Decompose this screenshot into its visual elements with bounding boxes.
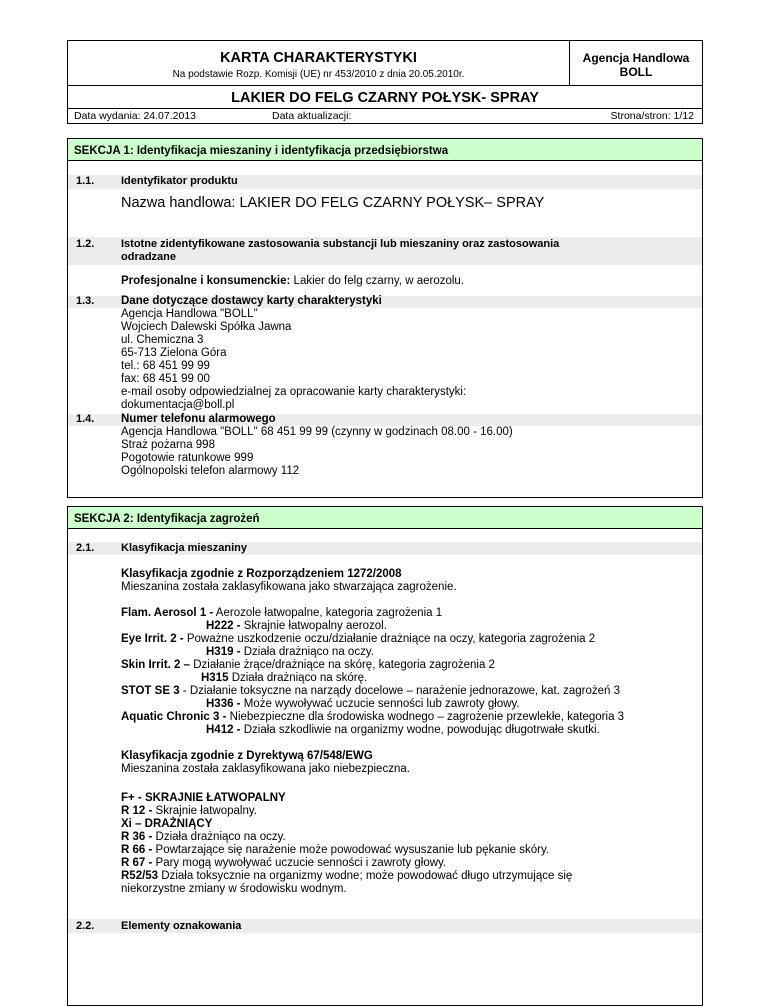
supplier-line: Agencja Handlowa "BOLL" <box>121 308 258 320</box>
risk-phrase-text: Działa toksycznie na organizmy wodne; może powodować długo utrzymujące się <box>158 870 573 882</box>
dsd-heading: Klasyfikacja zgodnie z Dyrektywą 67/548/EWG <box>121 750 373 762</box>
clp-entry <box>201 672 367 684</box>
section-1-2-number: 1.2. <box>76 238 95 250</box>
clp-entry <box>121 711 624 723</box>
regulation-subtitle: Na podstawie Rozp. Komisji (UE) nr 453/2010 z dnia 20.05.2010r. <box>172 69 465 80</box>
emergency-line: Agencja Handlowa "BOLL" 68 451 99 99 (czynny w godzinach 08.00 - 16.00) <box>121 426 513 438</box>
hazard-class-code: Aquatic Chronic 3 - <box>121 711 227 723</box>
section-1 <box>67 138 703 498</box>
use-description <box>121 275 464 287</box>
product-title: LAKIER DO FELG CZARNY POŁYSK- SPRAY <box>231 90 539 106</box>
clp-entry <box>206 646 374 658</box>
clp-entry <box>121 685 620 697</box>
dates-row <box>68 108 702 125</box>
clp-heading: Klasyfikacja zgodnie z Rozporządzeniem 1272/2008 <box>121 568 402 580</box>
company-name-line2: BOLL <box>619 65 653 79</box>
product-title-row <box>68 85 702 109</box>
supplier-phone: tel.: 68 451 99 99 <box>121 360 210 372</box>
hazard-statement-code: H336 - <box>206 698 241 710</box>
hazard-class-code: Skin Irrit. 2 – <box>121 659 191 671</box>
company-cell <box>569 41 703 85</box>
clp-entry <box>206 724 600 736</box>
emergency-line: Pogotowie ratunkowe 999 <box>121 452 254 464</box>
hazard-statement-text: Może wywoływać uczucie senności lub zawroty głowy. <box>240 698 520 710</box>
use-label: Profesjonalne i konsumenckie: <box>121 275 291 287</box>
clp-entry <box>121 659 495 671</box>
section-1-1-label: Identyfikator produktu <box>121 175 238 187</box>
supplier-line: e-mail osoby odpowiedzialnej za opracowanie karty charakterystyki: <box>121 386 467 398</box>
supplier-line: ul. Chemiczna 3 <box>121 334 204 346</box>
supplier-line: 65-713 Zielona Góra <box>121 347 227 359</box>
page-number: Strona/stron: 1/12 <box>610 110 694 122</box>
hazard-statement-text: Działa drażniąco na oczy. <box>240 646 374 658</box>
section-1-2-label-line1: Istotne zidentyfikowane zastosowania substancji lub mieszaniny oraz zastosowania <box>121 238 560 250</box>
dsd-entry <box>121 805 257 817</box>
section-1-4-number: 1.4. <box>76 413 95 425</box>
dsd-entry <box>121 831 286 843</box>
risk-phrase-text: Działa drażniąco na oczy. <box>152 831 286 843</box>
section-1-1-number: 1.1. <box>76 175 95 187</box>
risk-phrase-code: R 67 - <box>121 857 153 869</box>
dsd-entry <box>121 857 446 869</box>
update-date: Data aktualizacji: <box>272 110 352 122</box>
risk-phrase-text: Pary mogą wywoływać uczucie senności i zawroty głowy. <box>152 857 447 869</box>
hazard-class-text: Poważne uszkodzenie oczu/działanie drażniące na oczy, kategoria zagrożenia 2 <box>183 633 596 645</box>
section-2-2-number: 2.2. <box>76 920 95 932</box>
hazard-statement-code: H222 - <box>206 620 241 632</box>
issue-date: Data wydania: 24.07.2013 <box>74 110 197 122</box>
dsd-entry <box>121 844 549 856</box>
dsd-entry <box>121 792 286 804</box>
clp-entry <box>206 698 520 710</box>
company-name-line1: Agencja Handlowa <box>582 51 690 65</box>
emergency-line: Ogólnopolski telefon alarmowy 112 <box>121 465 300 477</box>
section-2-2-label: Elementy oznakowania <box>121 920 242 932</box>
section-1-title: SEKCJA 1: Identyfikacja mieszaniny i identyfikacja przedsiębiorstwa <box>68 139 702 161</box>
hazard-class-text: Niebezpieczne dla środowiska wodnego – zagrożenie przewlekłe, kategoria 3 <box>226 711 625 723</box>
section-2 <box>67 506 703 1006</box>
section-1-3-number: 1.3. <box>76 295 95 307</box>
hazard-class-code: STOT SE 3 <box>121 685 180 697</box>
supplier-line: Wojciech Dalewski Spółka Jawna <box>121 321 292 333</box>
clp-entry <box>206 620 387 632</box>
risk-phrase-text: Powtarzające się narażenie może powodować wysuszanie lub pękanie skóry. <box>152 844 550 856</box>
use-text: Lakier do felg czarny, w aerozolu. <box>290 275 465 287</box>
hazard-class-code: Flam. Aerosol 1 - <box>121 607 214 619</box>
emergency-line: Straż pożarna 998 <box>121 439 215 451</box>
section-1-2-label-line2: odradzane <box>121 251 177 263</box>
hazard-statement-text: Działa drażniąco na skórę. <box>228 672 368 684</box>
section-2-1-label: Klasyfikacja mieszaniny <box>121 542 247 554</box>
risk-phrase-code: R 12 - <box>121 805 153 817</box>
risk-phrase-code: R52/53 <box>121 870 159 882</box>
hazard-statement-text: Działa szkodliwie na organizmy wodne, powodując długotrwałe skutki. <box>240 724 600 736</box>
clp-entry <box>121 607 442 619</box>
hazard-class-text: - Działanie toksyczne na narządy docelowe – narażenie jednorazowe, kat. zagrożeń 3 <box>179 685 621 697</box>
dsd-text: Mieszanina została zaklasyfikowana jako niebezpieczna. <box>121 763 410 775</box>
header-title-cell <box>68 41 570 85</box>
clp-entry <box>121 633 595 645</box>
trade-name: Nazwa handlowa: LAKIER DO FELG CZARNY POŁYSK– SPRAY <box>121 195 545 211</box>
section-2-1-number: 2.1. <box>76 542 95 554</box>
hazard-class-text: Aerozole łatwopalne, kategoria zagrożenia 1 <box>213 607 443 619</box>
dsd-entry-r5253-cont: niekorzystne zmiany w środowisku wodnym. <box>121 883 347 895</box>
document-title: KARTA CHARAKTERYSTYKI <box>220 50 417 66</box>
section-1-4-label: Numer telefonu alarmowego <box>121 413 276 425</box>
supplier-email[interactable]: dokumentacja@boll.pl <box>121 399 235 411</box>
hazard-class-text: Działanie żrące/drażniące na skórę, kategoria zagrożenia 2 <box>190 659 495 671</box>
risk-symbol: F+ - SKRAJNIE ŁATWOPALNY <box>121 792 286 804</box>
hazard-class-code: Eye Irrit. 2 - <box>121 633 184 645</box>
dsd-entry <box>121 818 212 830</box>
hazard-statement-code: H412 - <box>206 724 241 736</box>
dsd-entry-r5253 <box>121 870 572 882</box>
document-header <box>67 40 703 124</box>
hazard-statement-code: H315 <box>201 672 229 684</box>
risk-phrase-code: R 66 - <box>121 844 153 856</box>
section-2-title: SEKCJA 2: Identyfikacja zagrożeń <box>68 507 702 529</box>
risk-phrase-code: R 36 - <box>121 831 153 843</box>
supplier-fax: fax: 68 451 99 00 <box>121 373 210 385</box>
section-1-3-label: Dane dotyczące dostawcy karty charakterystyki <box>121 295 382 307</box>
hazard-statement-text: Skrajnie łatwopalny aerozol. <box>240 620 387 632</box>
hazard-statement-code: H319 - <box>206 646 241 658</box>
risk-phrase-text: Skrajnie łatwopalny. <box>152 805 257 817</box>
clp-text: Mieszanina została zaklasyfikowana jako stwarzająca zagrożenie. <box>121 581 457 593</box>
risk-symbol: Xi – DRAŻNIĄCY <box>121 818 213 830</box>
